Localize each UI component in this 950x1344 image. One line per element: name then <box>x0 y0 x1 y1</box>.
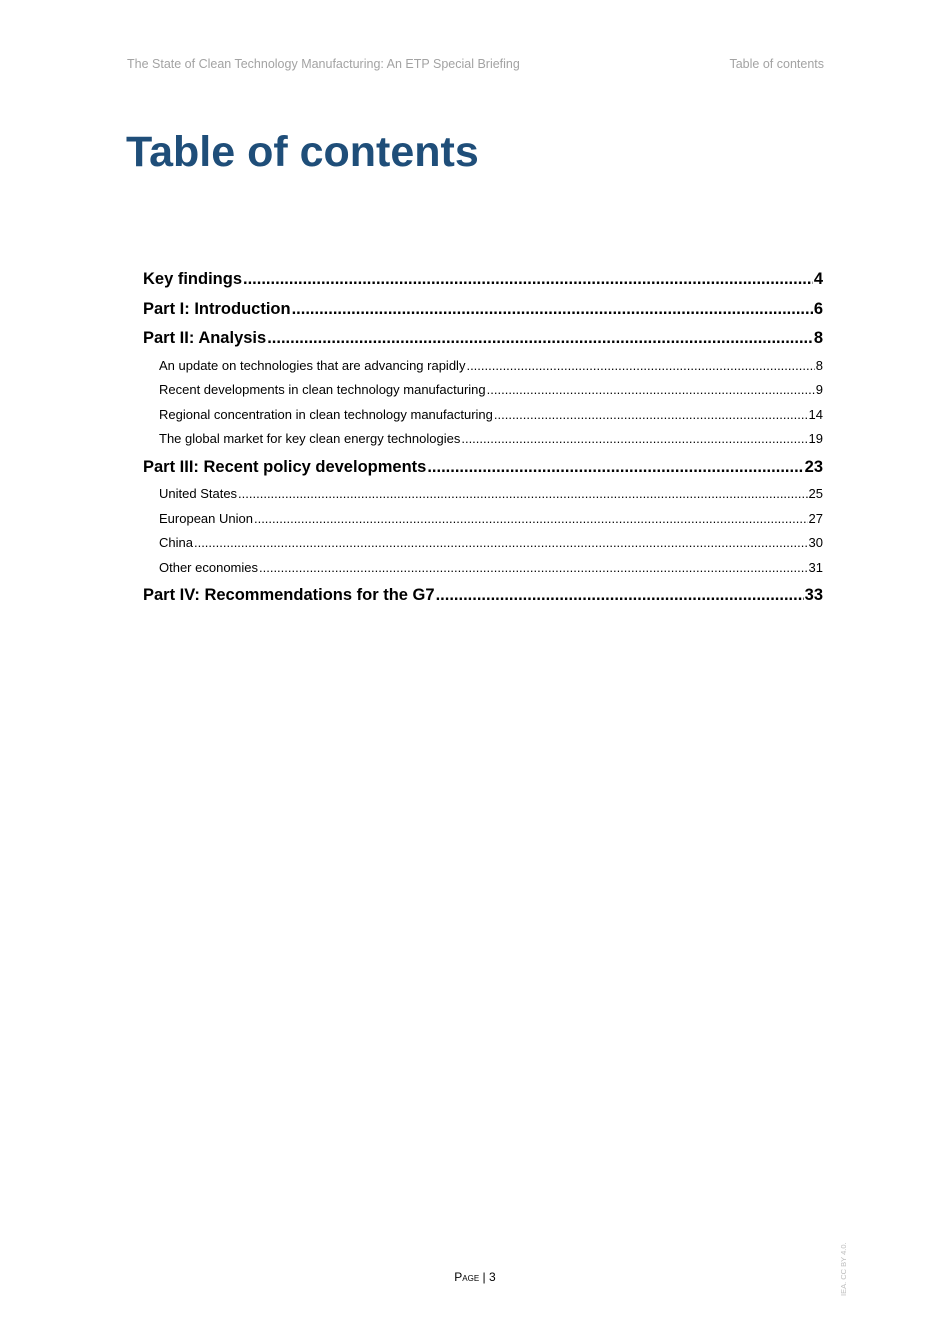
running-header-report-title: The State of Clean Technology Manufacturing: An ETP Special Briefing <box>127 57 520 71</box>
toc-dot-leader <box>254 509 808 529</box>
toc-entry-page: 14 <box>808 406 823 422</box>
toc-entry-label: Part I: Introduction <box>143 299 291 318</box>
toc-dot-leader <box>259 558 808 578</box>
toc-entry-label: China <box>159 535 193 550</box>
toc-entry-label: The global market for key clean energy technologies <box>159 431 461 446</box>
toc-entry-page: 31 <box>808 559 823 575</box>
toc-entry-page: 19 <box>808 431 823 446</box>
toc-entry-label: Part II: Analysis <box>143 329 267 347</box>
toc-entry[interactable] <box>143 454 823 484</box>
toc-subentry[interactable] <box>143 380 823 405</box>
table-of-contents <box>143 266 823 612</box>
toc-entry-page: 27 <box>808 510 823 526</box>
toc-subentry[interactable] <box>143 484 823 509</box>
toc-entry[interactable] <box>143 296 823 326</box>
toc-entry-page: 4 <box>813 270 823 288</box>
toc-entry-label: Part IV: Recommendations for the G7 <box>143 586 435 604</box>
toc-entry-label: Key findings <box>143 270 243 288</box>
toc-entry[interactable] <box>143 325 823 355</box>
toc-entry-label: An update on technologies that are advancing rapidly <box>159 357 466 373</box>
toc-entry-page: 8 <box>815 357 823 373</box>
running-header-section: Table of contents <box>729 57 824 71</box>
toc-entry-label: United States <box>159 486 238 501</box>
toc-entry-label: Other economies <box>159 559 258 575</box>
toc-subentry[interactable] <box>143 533 823 558</box>
toc-dot-leader <box>427 454 803 480</box>
toc-dot-leader <box>466 356 814 376</box>
page-word: Page <box>454 1270 480 1284</box>
toc-dot-leader <box>267 325 813 351</box>
toc-entry-page: 6 <box>813 299 823 318</box>
toc-dot-leader <box>487 380 815 400</box>
toc-dot-leader <box>238 484 807 504</box>
toc-subentry[interactable] <box>143 429 823 454</box>
page-title: Table of contents <box>126 128 479 176</box>
toc-subentry[interactable] <box>143 558 823 583</box>
toc-subentry[interactable] <box>143 509 823 534</box>
toc-dot-leader <box>194 533 808 553</box>
toc-dot-leader <box>494 405 808 425</box>
toc-dot-leader <box>243 266 813 292</box>
toc-entry-page: 8 <box>813 329 823 347</box>
toc-entry-label: European Union <box>159 510 253 526</box>
toc-entry-label: Regional concentration in clean technology manufacturing <box>159 406 493 422</box>
toc-entry-label: Part III: Recent policy developments <box>143 457 427 476</box>
license-notice: IEA. CC BY 4.0. <box>839 1242 848 1296</box>
toc-dot-leader <box>461 429 807 449</box>
toc-entry-page: 23 <box>804 457 823 476</box>
running-header <box>127 57 824 73</box>
toc-dot-leader <box>292 296 813 322</box>
toc-entry-page: 25 <box>808 486 823 501</box>
toc-entry-label: Recent developments in clean technology manufacturing <box>159 382 486 397</box>
toc-entry-page: 9 <box>815 382 823 397</box>
page-number: 3 <box>489 1270 496 1284</box>
toc-entry[interactable] <box>143 266 823 296</box>
toc-subentry[interactable] <box>143 405 823 430</box>
toc-entry[interactable] <box>143 582 823 612</box>
page-number-footer <box>0 1270 950 1284</box>
toc-entry-page: 33 <box>804 586 823 604</box>
toc-dot-leader <box>436 582 804 608</box>
toc-entry-page: 30 <box>808 535 823 550</box>
toc-subentry[interactable] <box>143 356 823 381</box>
page-separator: | <box>479 1270 489 1284</box>
